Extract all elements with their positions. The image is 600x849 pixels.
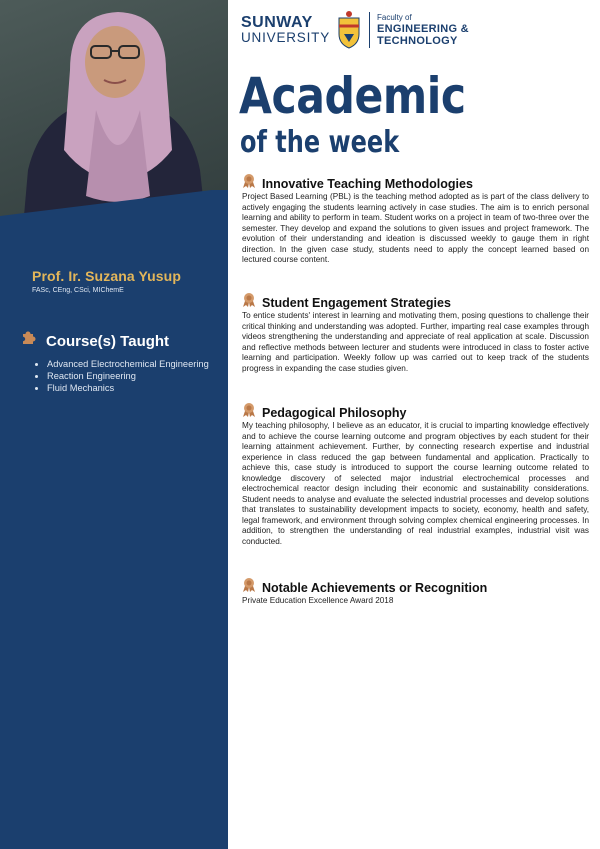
course-item: • Reaction Engineering (47, 370, 217, 382)
faculty-name-line2: TECHNOLOGY (377, 35, 458, 47)
sidebar (0, 0, 228, 849)
profile-name: Prof. Ir. Suzana Yusup (32, 268, 181, 284)
section-title: Innovative Teaching Methodologies (262, 176, 473, 191)
university-name-line2: UNIVERSITY (241, 30, 331, 45)
main-content (228, 0, 600, 849)
section-title: Pedagogical Philosophy (262, 405, 407, 420)
section-heading-teaching (241, 173, 473, 194)
award-ribbon-icon (241, 173, 257, 194)
faculty-name-line1: ENGINEERING & (377, 23, 469, 35)
section-body: To entice students' interest in learning and motivating them, posing questions to challenge their critical thinking and understanding was adopted. Further, imparting real case examples through videos strengthening the understanding and appreciate of real application at scale. Discussion and reflective methods between lecturer and students were introduced in class to foster active learning and participation. Weekly follow up was carried out to keep track of the students progress in expanding the case studies given. (242, 311, 589, 373)
page-title: Academic (239, 67, 466, 125)
faculty-logo (377, 13, 469, 47)
course-item: • Advanced Electrochemical Engineering (47, 358, 217, 370)
section-heading-philosophy (241, 402, 406, 423)
page-subtitle: of the week (240, 125, 400, 160)
section-heading-achievements (241, 577, 487, 598)
university-name-line1: SUNWAY (241, 14, 313, 31)
course-item: • Fluid Mechanics (47, 382, 217, 394)
header-logos (241, 10, 469, 50)
faculty-label: Faculty of (377, 13, 412, 22)
section-heading-engagement (241, 292, 451, 313)
courses-list (33, 358, 217, 394)
photo-diagonal-cut (0, 190, 228, 270)
logo-divider (369, 12, 370, 48)
section-body: Private Education Excellence Award 2018 (242, 596, 394, 605)
university-crest-icon (336, 10, 362, 50)
section-body: Project Based Learning (PBL) is the teaching method adopted as is part of the class delivery to actively engaging the students learning actively in case studies. The aim is to enrich personal learning and ability to perform in team. Student works on a project in team of two-three over the semester. They develop and expand the solutions to given issues and project framework. The evolution of their understanding and ideation is discussed weekly to gauge them in right direction. In the given case study, students need to apply the concept learned based on lectured course content. (242, 192, 589, 265)
courses-heading-label: Course(s) Taught (46, 333, 170, 350)
section-body: My teaching philosophy, I believe as an educator, it is crucial to imparting knowledge effectively and to achieve the course learning outcome and program objectives by each student for their learning attainment achievement. Further, by connecting research expertise and industrial experience in class reduced the gap between fundamental and application. Practically to achieve this, case study is introduced to support the course learning outcome related to knowledge discovery of selected major industrial electrochemical processes and electrochemical reactor design including their economic and sustainability considerations. Student needs to analyse and evaluate the selected industrial processes and develop solutions that translates to sustainability development impacts to society, economy, health and safety, legal framework, and environment through solving complex chemical engineering processes. In addition, to strengthen the understanding of real industrial examples, industrial visit was conducted. (242, 421, 589, 547)
profile-credentials: FASc, CEng, CSci, MIChemE (32, 287, 124, 294)
section-title: Notable Achievements or Recognition (262, 580, 488, 595)
section-title: Student Engagement Strategies (262, 295, 451, 310)
award-ribbon-icon (241, 292, 257, 313)
award-ribbon-icon (241, 402, 257, 423)
sunway-university-logo (241, 15, 330, 45)
puzzle-icon (20, 331, 38, 352)
award-ribbon-icon (241, 577, 257, 598)
courses-heading (20, 331, 169, 352)
